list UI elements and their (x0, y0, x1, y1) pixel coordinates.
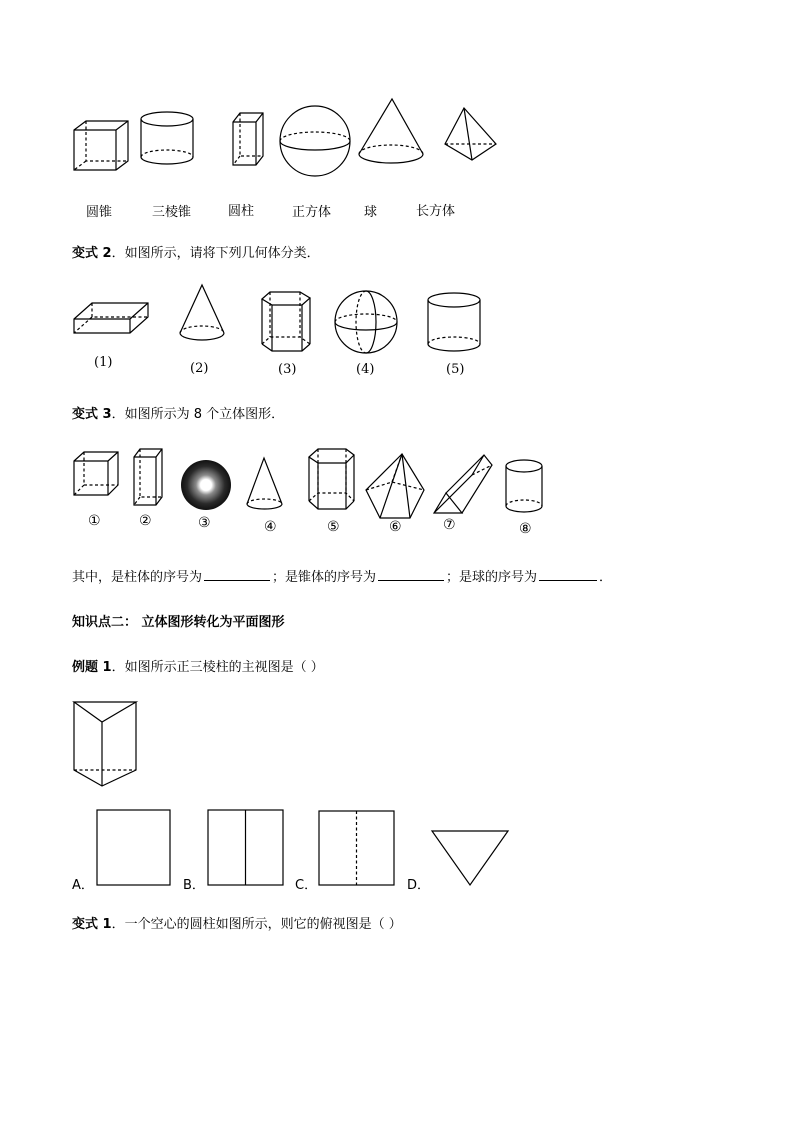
figure-triangular-prism-3 (432, 453, 496, 517)
label-row3-2: ② (139, 513, 152, 529)
figure-hex-prism-3 (306, 447, 360, 513)
answer-blank-sphere[interactable] (539, 568, 597, 581)
figure-cone-row1 (356, 96, 428, 172)
label-row2-1: (1) (94, 355, 113, 370)
label-row3-4: ④ (264, 519, 277, 535)
figure-pentagonal-pyramid (364, 452, 428, 522)
example-1-text: ．如图所示正三棱柱的主视图是（ ） (111, 660, 324, 675)
question-variant-3 (72, 403, 284, 422)
figure-pyramid-row1 (442, 104, 504, 166)
option-d-label: D． (407, 878, 431, 893)
fill-in-sentence (72, 566, 612, 585)
answer-blank-pyramid[interactable] (378, 568, 444, 581)
label-row2-4: (4) (356, 362, 375, 377)
figure-cuboid-3 (132, 447, 164, 509)
figure-cone-3 (244, 456, 286, 518)
option-c-label: C． (295, 878, 318, 893)
figure-sphere-row1 (278, 104, 354, 180)
figure-cylinder-row1 (138, 110, 200, 170)
figure-cylinder-2 (426, 292, 486, 356)
figure-cone-2 (176, 283, 230, 347)
label-row2-2: (2) (190, 361, 209, 376)
figure-cylinder-3 (504, 458, 546, 518)
figure-hex-prism (258, 290, 316, 356)
question-variant-1-tag: 变式 1 (72, 917, 112, 932)
label-row1-5: 球 (364, 205, 378, 220)
figure-sphere-2 (334, 290, 400, 356)
section-title-2: 知识点二： 立体图形转化为平面图形 (72, 615, 285, 630)
label-row1-2: 三棱锥 (152, 205, 192, 220)
label-row1-1: 圆锥 (86, 205, 113, 220)
label-row2-3: (3) (278, 362, 297, 377)
option-d-triangle[interactable] (430, 829, 512, 889)
question-variant-2 (72, 242, 320, 261)
figure-cube-row1 (70, 118, 132, 178)
option-c-dashed-square[interactable] (318, 810, 396, 888)
option-b-label: B． (183, 878, 205, 893)
example-1-tag: 例题 1 (72, 660, 112, 675)
figure-shaded-sphere (180, 459, 234, 513)
question-variant-1 (72, 913, 402, 932)
option-a-square[interactable] (96, 809, 172, 887)
figure-flat-box (72, 300, 152, 336)
question-variant-3-tag: 变式 3 (72, 407, 112, 422)
label-row3-7: ⑦ (443, 517, 456, 533)
question-variant-2-tag: 变式 2 (72, 246, 112, 261)
figure-cube-3 (72, 449, 122, 499)
label-row1-4: 正方体 (292, 205, 332, 220)
fill-text-3: ；是球的序号为 (446, 570, 538, 585)
question-variant-2-text: ．如图所示，请将下列几何体分类． (111, 246, 320, 261)
label-row1-6: 长方体 (416, 204, 456, 219)
label-row3-1: ① (88, 513, 101, 529)
fill-text-1: 其中，是柱体的序号为 (72, 570, 203, 585)
question-variant-1-text: ．一个空心的圆柱如图所示，则它的俯视图是（ ） (111, 917, 402, 932)
label-row3-3: ③ (198, 515, 211, 531)
label-row3-8: ⑧ (519, 521, 532, 537)
question-variant-3-text: ．如图所示为 8 个立体图形． (111, 407, 285, 422)
label-row3-5: ⑤ (327, 519, 340, 535)
label-row2-5: (5) (446, 362, 465, 377)
fill-text-2: ；是锥体的序号为 (272, 570, 377, 585)
fill-text-4: ． (599, 570, 613, 585)
label-row3-6: ⑥ (389, 519, 402, 535)
figure-triangular-prism (72, 700, 142, 788)
option-a-label: A． (72, 878, 94, 893)
option-b-split-square[interactable] (207, 809, 285, 887)
label-row1-3: 圆柱 (228, 204, 255, 219)
figure-cuboid-row1 (230, 110, 270, 170)
example-1 (72, 656, 324, 675)
answer-blank-prism[interactable] (204, 568, 270, 581)
